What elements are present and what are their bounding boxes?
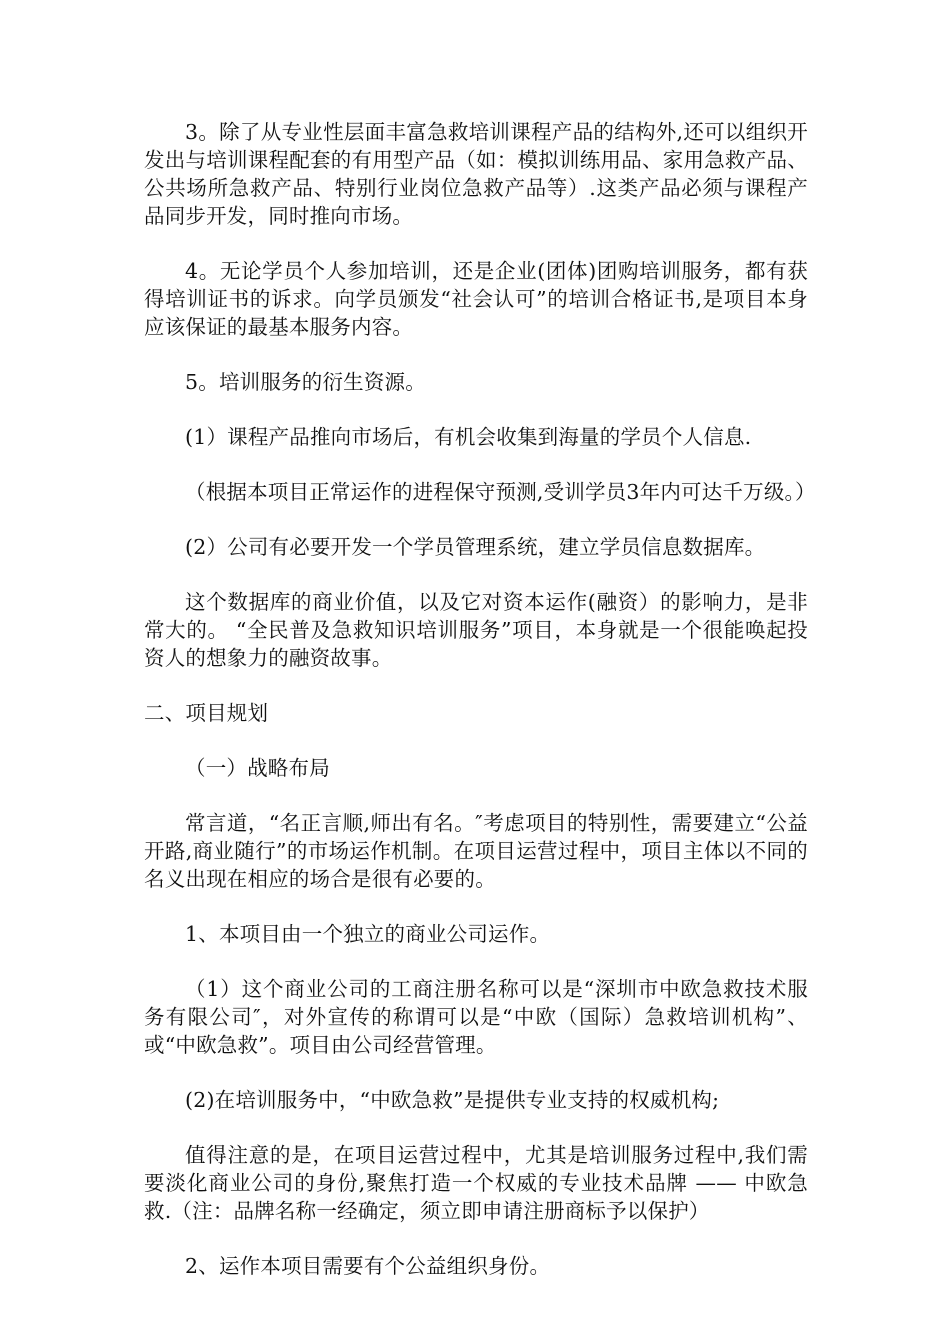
- paragraph-authority: (2)在培训服务中，“中欧急救”是提供专业支持的权威机构;: [185, 1088, 720, 1112]
- paragraph-product-development: 3。除了从专业性层面丰富急救培训课程产品的结构外,还可以组织开发出与培训课程配套的有用型产品（如：模拟训练用品、家用急救产品、公共场所急救产品、特别行业岗位急救产品等）.这类产品必须与课程产品同步开发，同时推向市场。: [144, 120, 808, 228]
- paragraph-collect-info: (1）课程产品推向市场后，有机会收集到海量的学员个人信息.: [185, 425, 752, 449]
- paragraph-commercial-company: 1、本项目由一个独立的商业公司运作。: [185, 922, 551, 946]
- paragraph-management-system: (2）公司有必要开发一个学员管理系统，建立学员信息数据库。: [185, 535, 766, 559]
- paragraph-brand-note: 值得注意的是，在项目运营过程中，尤其是培训服务过程中,我们需要淡化商业公司的身份,聚焦打造一个权威的专业技术品牌 —— 中欧急救.（注：品牌名称一经确定，须立即申请注册商标予以保护）: [144, 1143, 808, 1223]
- paragraph-forecast: （根据本项目正常运作的进程保守预测,受训学员3年内可达千万级。）: [185, 480, 816, 504]
- document-page: [144, 118, 816, 1307]
- paragraph-proverb: 常言道，“名正言顺,师出有名。″考虑项目的特别性，需要建立“公益开路,商业随行”的市场运作机制。在项目运营过程中，项目主体以不同的名义出现在相应的场合是很有必要的。: [144, 811, 808, 891]
- paragraph-database-value: 这个数据库的商业价值，以及它对资本运作(融资）的影响力，是非常大的。 “全民普及急救知识培训服务”项目，本身就是一个很能唤起投资人的想象力的融资故事。: [144, 590, 808, 670]
- subsection-heading-strategy: （一）战略布局: [185, 756, 330, 780]
- paragraph-public-welfare: 2、运作本项目需要有个公益组织身份。: [185, 1254, 551, 1278]
- paragraph-company-name: （1）这个商业公司的工商注册名称可以是“深圳市中欧急救技术服务有限公司″，对外宣传的称谓可以是“中欧（国际）急救培训机构”、或“中欧急救”。项目由公司经营管理。: [144, 977, 808, 1057]
- paragraph-derived-resources: 5。培训服务的衍生资源。: [185, 370, 426, 394]
- section-heading-project-planning: 二、项目规划: [144, 701, 269, 725]
- paragraph-certificate: 4。无论学员个人参加培训，还是企业(团体)团购培训服务，都有获得培训证书的诉求。向学员颁发“社会认可”的培训合格证书,是项目本身应该保证的最基本服务内容。: [144, 259, 808, 339]
